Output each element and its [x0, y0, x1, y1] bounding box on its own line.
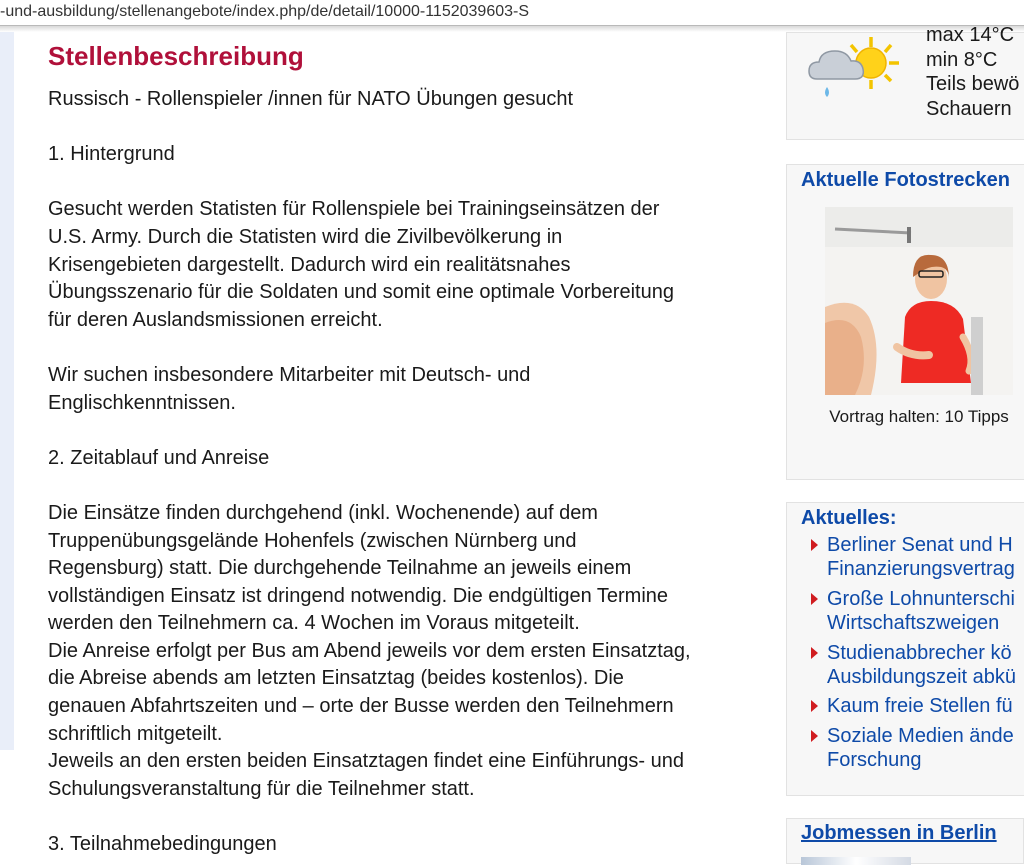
- weather-max: max 14°C: [926, 24, 1015, 46]
- news-item-text: Große Lohnunterschi: [827, 587, 1015, 610]
- article-line: Englischkenntnissen.: [48, 391, 236, 414]
- news-item-text: Wirtschaftszweigen: [827, 612, 1000, 635]
- article-line: U.S. Army. Durch die Statisten wird die Zivilbevölkerung in: [48, 225, 563, 248]
- article-line: 2. Zeitablauf und Anreise: [48, 446, 270, 469]
- cloud-sun-rain-icon: [803, 35, 903, 99]
- article-line: Truppenübungsgelände Hohenfels (zwischen Nürnberg und: [48, 529, 577, 552]
- article-line: 1. Hintergrund: [48, 143, 175, 166]
- article-line: für deren Auslandsmissionen erreicht.: [48, 308, 383, 331]
- bullet-triangle-icon: [811, 539, 818, 551]
- news-item[interactable]: [801, 694, 1016, 718]
- news-item-text: Finanzierungsvertrag: [827, 558, 1015, 581]
- photo-gallery-widget: [786, 164, 1024, 480]
- job-description-article: [48, 36, 768, 859]
- article-line: Krisengebieten dargestellt. Dadurch wird ein realitätsnahes: [48, 253, 571, 276]
- article-line: genauen Abfahrtszeiten und – orte der Busse werden den Teilnehmern: [48, 695, 674, 718]
- news-item[interactable]: [801, 724, 1016, 773]
- paragraph-gap: [48, 169, 768, 197]
- news-item-text: Kaum freie Stellen fü: [827, 695, 1013, 718]
- bullet-triangle-icon: [811, 593, 818, 605]
- news-heading: Aktuelles:: [801, 507, 897, 529]
- news-item-text: Berliner Senat und H: [827, 534, 1013, 556]
- presentation-photo[interactable]: [825, 207, 1013, 395]
- article-line: Die Anreise erfolgt per Bus am Abend jeweils vor dem ersten Einsatztag,: [48, 639, 691, 662]
- photo-caption[interactable]: Vortrag halten: 10 Tipps: [829, 407, 1009, 426]
- photo-gallery-heading[interactable]: Aktuelle Fotostrecken: [801, 169, 1010, 191]
- article-line: 3. Teilnahmebedingungen: [48, 833, 277, 856]
- weather-desc-2: Schauern: [926, 97, 1012, 120]
- paragraph-gap: [48, 803, 768, 831]
- article-line: die Abreise abends am letzten Einsatztag (beides kostenlos). Die: [48, 667, 624, 690]
- paragraph-gap: [48, 114, 768, 142]
- weather-widget: [786, 24, 1024, 140]
- article-line: Gesucht werden Statisten für Rollenspiele bei Trainingseinsätzen der: [48, 198, 660, 221]
- article-line: Die Einsätze finden durchgehend (inkl. Wochenende) auf dem: [48, 501, 598, 524]
- news-item-text: Studienabbrecher kö: [827, 641, 1012, 664]
- paragraph-gap: [48, 334, 768, 362]
- article-line: schriftlich mitgeteilt.: [48, 722, 223, 745]
- weather-forecast-text: [926, 23, 1019, 121]
- job-fairs-link[interactable]: Jobmessen in Berlin: [801, 822, 997, 844]
- paragraph-gap: [48, 417, 768, 445]
- bullet-triangle-icon: [811, 647, 818, 659]
- article-line: Russisch - Rollenspieler /innen für NATO Übungen gesucht: [48, 88, 574, 110]
- weather-desc-1: Teils bewö: [926, 73, 1020, 95]
- news-item[interactable]: [801, 587, 1016, 636]
- article-line: vollständigen Einsatz ist dringend notwendig. Die endgültigen Termine: [48, 584, 669, 607]
- url-text: -und-ausbildung/stellenangebote/index.php/de/detail/10000-1152039603-S: [0, 3, 530, 20]
- article-line: Regensburg) statt. Die durchgehende Teilnahme an jeweils einem: [48, 557, 632, 580]
- article-line: Jeweils an den ersten beiden Einsatztagen findet eine Einführungs- und: [48, 750, 684, 773]
- page-title: Stellenbeschreibung: [48, 41, 304, 71]
- news-widget: [786, 502, 1024, 796]
- news-item-text: Soziale Medien ände: [827, 724, 1014, 747]
- left-navigation-rail: [0, 32, 14, 750]
- article-body: [48, 86, 768, 859]
- bullet-triangle-icon: [811, 730, 818, 742]
- bullet-triangle-icon: [811, 700, 818, 712]
- article-line: Übungsszenario für die Soldaten und somit eine optimale Vorbereitung: [48, 281, 674, 304]
- news-list: [801, 533, 1016, 778]
- article-line: Wir suchen insbesondere Mitarbeiter mit Deutsch- und: [48, 363, 531, 386]
- news-item[interactable]: [801, 533, 1016, 582]
- weather-min: min 8°C: [926, 48, 998, 71]
- news-item-text: Forschung: [827, 749, 922, 772]
- address-bar[interactable]: [0, 0, 1024, 26]
- news-item[interactable]: [801, 641, 1016, 690]
- article-line: werden den Teilnehmern ca. 4 Wochen im Voraus mitgeteilt.: [48, 612, 580, 635]
- paragraph-gap: [48, 472, 768, 500]
- news-item-text: Ausbildungszeit abkü: [827, 666, 1017, 689]
- article-line: Schulungsveranstaltung für die Teilnehmer statt.: [48, 777, 475, 800]
